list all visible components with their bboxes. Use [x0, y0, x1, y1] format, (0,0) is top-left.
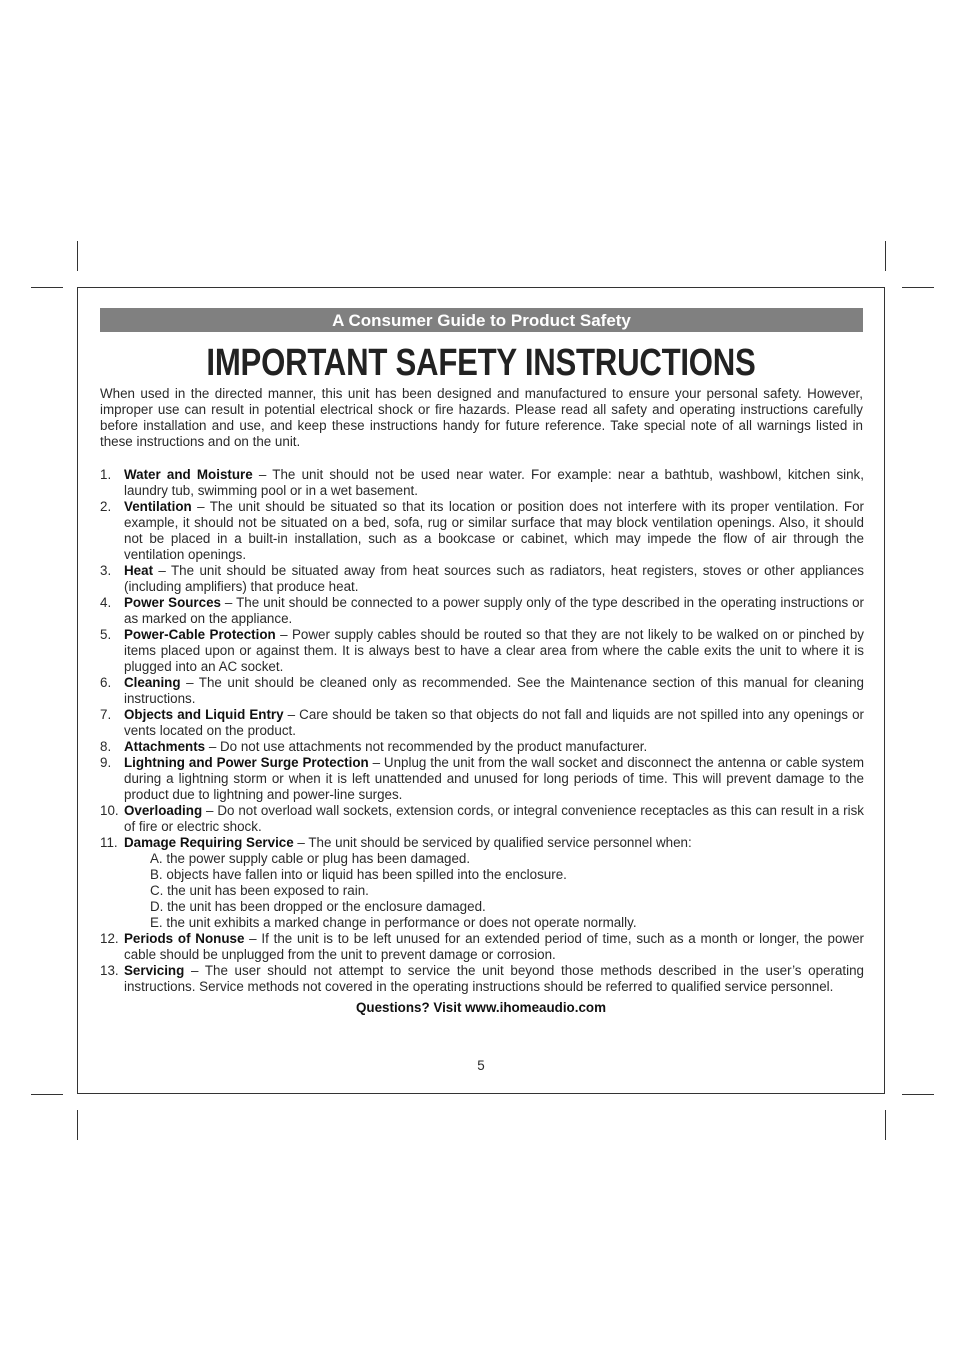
sub-list-item: E. the unit exhibits a marked change in performance or does not operate normally. — [150, 915, 637, 930]
item-text: – The unit should be connected to a power supply only of the type described in the operating instructions or as marked on the appliance. — [124, 595, 864, 626]
list-item — [100, 595, 864, 627]
item-number: 9. — [100, 755, 112, 770]
sub-list-item: D. the unit has been dropped or the enclosure damaged. — [150, 899, 486, 914]
list-item — [100, 627, 864, 675]
item-text: – The unit should be cleaned only as recommended. See the Maintenance section of this manual for cleaning instructions. — [124, 675, 864, 706]
item-heading: Overloading — [124, 803, 203, 818]
crop-mark — [885, 241, 886, 271]
list-item — [100, 499, 864, 563]
item-text: – Do not use attachments not recommended by the product manufacturer. — [205, 739, 648, 754]
list-item — [100, 931, 864, 963]
page-frame — [77, 287, 885, 1094]
sub-list-item: C. the unit has been exposed to rain. — [150, 883, 369, 898]
item-number: 4. — [100, 595, 112, 610]
item-heading: Cleaning — [124, 675, 181, 690]
item-heading: Periods of Nonuse — [124, 931, 245, 946]
item-heading: Power Sources — [124, 595, 221, 610]
item-text: – The unit should be situated away from heat sources such as radiators, heat registers, stoves or other appliances (including amplifiers) that produce heat. — [124, 563, 864, 594]
item-number: 13. — [100, 963, 119, 978]
item-text: – Unplug the unit from the wall socket and disconnect the antenna or cable system during a lightning storm or when it is left unattended and unused for long periods of time. This will prevent damage to the product due to lightning and power-line surges. — [124, 755, 865, 802]
crop-mark — [77, 241, 78, 271]
item-heading: Damage Requiring Service — [124, 835, 294, 850]
item-text: – The unit should be situated so that its location or position does not interfere with its proper ventilation. For example, it should not be situated on a bed, sofa, rug or similar surface that may block ventilation openings. Also, it should not be placed in a built-in installation, such as a bookcase or cabinet, which may impede the flow of air through the ventilation openings. — [124, 499, 864, 562]
item-text: – If the unit is to be left unused for an extended period of time, such as a month or longer, the power cable should be unplugged from the unit to prevent damage or corrosion. — [124, 931, 864, 962]
list-item — [100, 467, 864, 499]
item-number: 6. — [100, 675, 112, 690]
item-heading: Water and Moisture — [124, 467, 253, 482]
item-text: – The user should not attempt to service the unit beyond those methods described in the user’s operating instructions. Service methods not covered in the operating instructions should be referred to qualified service personnel. — [124, 963, 864, 994]
item-number: 10. — [100, 803, 119, 818]
sub-list-item: A. the power supply cable or plug has been damaged. — [150, 851, 471, 866]
item-number: 8. — [100, 739, 112, 754]
list-item — [100, 755, 864, 803]
crop-mark — [77, 1110, 78, 1140]
list-item — [100, 803, 864, 835]
item-number: 5. — [100, 627, 112, 642]
item-heading: Heat — [124, 563, 154, 578]
item-number: 2. — [100, 499, 112, 514]
list-item — [100, 739, 864, 755]
list-item — [100, 675, 864, 707]
intro-paragraph: When used in the directed manner, this unit has been designed and manufactured to ensure your personal safety. However, improper use can result in potential electrical shock or fire hazards. Please read all safety and operating instructions carefully before installation and use, and keep these instructions handy for future reference. Take special note of all warnings listed in these instructions and on the unit. — [100, 386, 863, 449]
item-number: 7. — [100, 707, 112, 722]
page-title: IMPORTANT SAFETY INSTRUCTIONS — [206, 342, 756, 384]
sub-list — [124, 851, 864, 931]
item-number: 3. — [100, 563, 112, 578]
crop-mark — [31, 287, 63, 288]
item-heading: Ventilation — [124, 499, 192, 514]
crop-mark — [885, 1110, 886, 1140]
list-item — [100, 963, 864, 995]
item-number: 12. — [100, 931, 119, 946]
item-text: – Power supply cables should be routed so that they are not likely to be walked on or pinched by items placed upon or against them. It is always best to have a clear area from where the cable exits the unit to where it is plugged into an AC socket. — [124, 627, 864, 674]
list-item — [100, 835, 864, 931]
sub-list-item: B. objects have fallen into or liquid has been spilled into the enclosure. — [150, 867, 567, 882]
crop-mark — [902, 287, 934, 288]
page-number: 5 — [477, 1058, 485, 1073]
item-text: – Do not overload wall sockets, extension cords, or integral convenience receptacles as this can result in a risk of fire or electric shock. — [124, 803, 864, 834]
section-banner: A Consumer Guide to Product Safety — [100, 308, 863, 332]
item-heading: Power-Cable Protection — [124, 627, 276, 642]
list-item — [100, 563, 864, 595]
item-text: – Care should be taken so that objects do not fall and liquids are not spilled into any openings or vents located on the product. — [124, 707, 864, 738]
item-heading: Objects and Liquid Entry — [124, 707, 284, 722]
item-number: 1. — [100, 467, 112, 482]
questions-link: Questions? Visit www.ihomeaudio.com — [356, 1000, 606, 1015]
crop-mark — [31, 1094, 63, 1095]
item-text: – The unit should be serviced by qualified service personnel when: — [293, 835, 692, 850]
item-text: – The unit should not be used near water. For example: near a bathtub, washbowl, kitchen sink, laundry tub, swimming pool or in a wet basement. — [124, 467, 864, 498]
list-item — [100, 707, 864, 739]
item-heading: Attachments — [124, 739, 206, 754]
item-number: 11. — [100, 835, 118, 850]
item-heading: Lightning and Power Surge Protection — [124, 755, 369, 770]
item-heading: Servicing — [124, 963, 185, 978]
safety-list — [100, 467, 864, 995]
crop-mark — [902, 1094, 934, 1095]
